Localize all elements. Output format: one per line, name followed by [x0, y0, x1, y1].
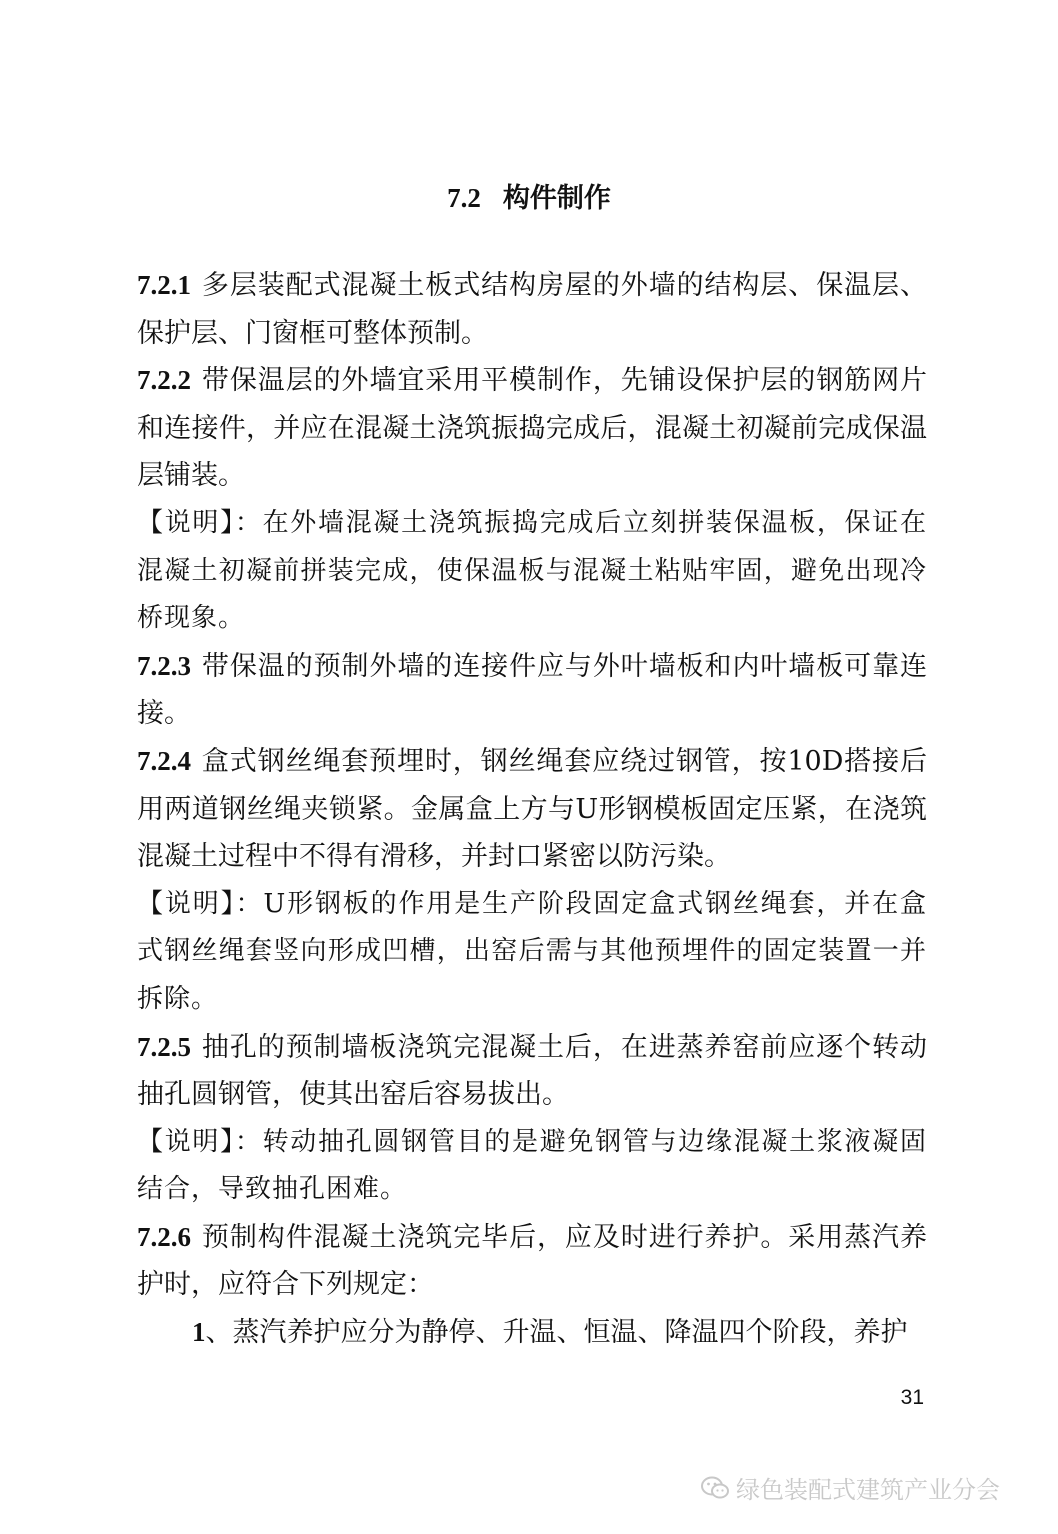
clause-7-2-5: [137, 1024, 927, 1119]
note-7-2-2: [137, 500, 927, 643]
clause-number: 7.2.6: [137, 1221, 191, 1252]
clause-text: 预制构件混凝土浇筑完毕后，应及时进行养护。采用蒸汽养护时，应符合下列规定：: [137, 1221, 927, 1301]
note-7-2-5: [137, 1119, 927, 1214]
clause-7-2-1: [137, 262, 927, 357]
clause-number: 7.2.4: [137, 745, 191, 776]
watermark: [700, 1470, 1000, 1505]
item-text: 、蒸汽养护应分为静停、升温、恒温、降温四个阶段，养护: [205, 1317, 908, 1349]
section-title: 构件制作: [502, 183, 611, 214]
page-number: 31: [900, 1386, 924, 1409]
document-body: [137, 262, 927, 1357]
clause-number: 7.2.5: [137, 1031, 191, 1062]
note-label: 【说明】：: [137, 888, 264, 919]
watermark-text: 绿色装配式建筑产业分会: [736, 1476, 1000, 1504]
clause-7-2-3: [137, 643, 927, 738]
note-label: 【说明】：: [137, 507, 263, 538]
note-text: U形钢板的作用是生产阶段固定盒式钢丝绳套，并在盒式钢丝绳套竖向形成凹槽，出窑后需与其他预埋件的固定装置一并拆除。: [137, 888, 927, 1014]
wechat-icon: [700, 1475, 730, 1501]
list-item-1: [137, 1309, 927, 1357]
note-7-2-4: [137, 881, 927, 1024]
clause-number: 7.2.2: [137, 365, 191, 396]
clause-7-2-6: [137, 1214, 927, 1309]
clause-7-2-4: [137, 738, 927, 881]
note-text: 在外墙混凝土浇筑振捣完成后立刻拼装保温板，保证在混凝土初凝前拼装完成，使保温板与混凝土粘贴牢固，避免出现冷桥现象。: [137, 507, 927, 634]
clause-text: 带保温的预制外墙的连接件应与外叶墙板和内叶墙板可靠连接。: [137, 650, 927, 730]
clause-number: 7.2.1: [137, 270, 191, 300]
clause-number: 7.2.3: [137, 650, 191, 681]
note-label: 【说明】：: [137, 1126, 263, 1157]
item-number: 1: [192, 1317, 206, 1348]
section-heading: [0, 176, 1058, 215]
clause-7-2-2: [137, 357, 927, 500]
clause-text: 盒式钢丝绳套预埋时，钢丝绳套应绕过钢管，按10D搭接后用两道钢丝绳夹锁紧。金属盒上方与U形钢模板固定压紧，在浇筑混凝土过程中不得有滑移，并封口紧密以防污染。: [137, 745, 927, 873]
clause-text: 多层装配式混凝土板式结构房屋的外墙的结构层、保温层、保护层、门窗框可整体预制。: [137, 270, 927, 349]
note-text: 转动抽孔圆钢管目的是避免钢管与边缘混凝土浆液凝固结合，导致抽孔困难。: [137, 1126, 927, 1205]
clause-text: 抽孔的预制墙板浇筑完混凝土后，在进蒸养窑前应逐个转动抽孔圆钢管，使其出窑后容易拔出。: [137, 1031, 927, 1111]
section-number: 7.2: [447, 183, 481, 213]
clause-text: 带保温层的外墙宜采用平模制作，先铺设保护层的钢筋网片和连接件，并应在混凝土浇筑振捣完成后，混凝土初凝前完成保温层铺装。: [137, 365, 927, 492]
